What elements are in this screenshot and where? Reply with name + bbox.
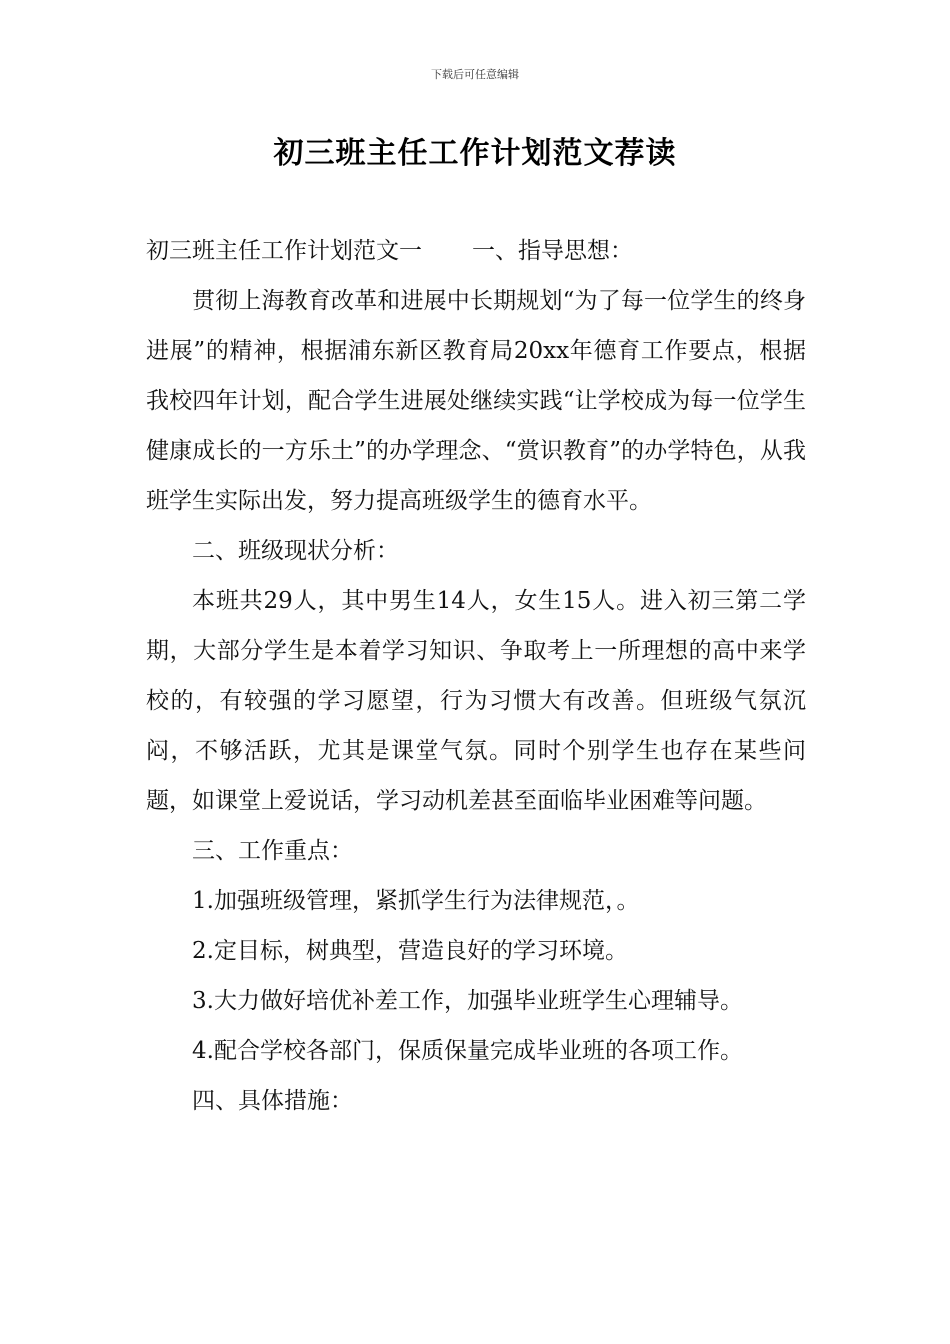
document-title: 初三班主任工作计划范文荐读 xyxy=(273,136,677,171)
list-item: 2.定目标，树典型，营造良好的学习环境。 xyxy=(192,938,628,964)
paragraph-class-status: 本班共29人，其中男生14人，女生15人。进入初三第二学期，大部分学生是本着学习知识、争取考上一所理想的高中来学校的，有较强的学习愿望，行为习惯大有改善。但班级气氛沉闷，不够活跃，尤其是课堂气氛。同时个别学生也存在某些问题，如课堂上爱说话，学习动机差甚至面临毕业困难等问题。 xyxy=(146,588,806,814)
header-note: 下载后可任意编辑 xyxy=(431,68,519,81)
section-heading-1: 一、指导思想： xyxy=(472,238,633,264)
intro-line xyxy=(146,226,806,276)
document-body xyxy=(146,226,806,1126)
list-item: 1.加强班级管理，紧抓学生行为法律规范，。 xyxy=(192,888,640,914)
list-item: 3.大力做好培优补差工作，加强毕业班学生心理辅导。 xyxy=(192,988,743,1014)
paragraph-guiding-thought: 贯彻上海教育改革和进展中长期规划“为了每一位学生的终身进展”的精神，根据浦东新区教育局20xx年德育工作要点，根据我校四年计划，配合学生进展处继续实践“让学校成为每一位学生健康成长的一方乐土”的办学理念、“赏识教育”的办学特色，从我班学生实际出发，努力提高班级学生的德育水平。 xyxy=(146,288,806,514)
intro-label: 初三班主任工作计划范文一 xyxy=(146,238,422,264)
section-heading-3: 三、工作重点： xyxy=(192,838,353,864)
section-heading-4: 四、具体措施： xyxy=(192,1088,353,1114)
section-heading-2: 二、班级现状分析： xyxy=(192,538,399,564)
list-item: 4.配合学校各部门，保质保量完成毕业班的各项工作。 xyxy=(192,1038,743,1064)
